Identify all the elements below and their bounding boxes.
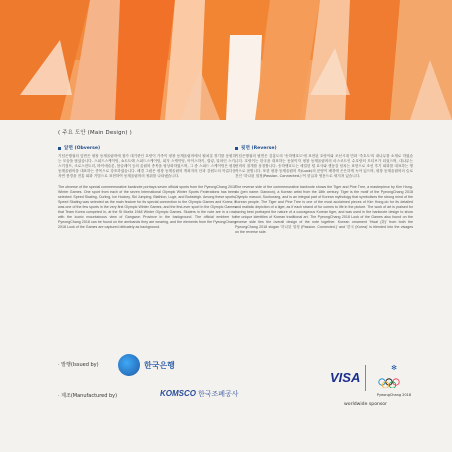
issued-by-label: · 발행(Issued by) bbox=[58, 362, 99, 368]
visa-logo: VISA bbox=[330, 370, 361, 385]
worldwide-sponsor-label: worldwide sponsor bbox=[344, 402, 388, 407]
reverse-korean-text: 기념은행권의 뒷면은 김홍도의 '송하맹호도'에 표현된 호랑이와 조선시대 민화 '죽호도'의 대나무를 소재로 하였습니다. 호랑이는 한국을 대표하는 동물이자 평창 동계올림픽의 마스코트인 수호랑의 모티브가 되었으며, 대나무는 선비의 절개를 상징합니다. 송하맹호도는 세밀한 털 묘사와 생동감 넘치는 표현으로 조선 후기 회화를 대표하는 명작으로 꼽힙니다. 또한 평창 동계올림픽 룩(Look)의 문양이 배경에 은은하게 녹아 있으며, 평창 동계올림픽의 슬로건인 '하나된 열정(Passion. Connected.)'이 한글과 영문으로 새겨져 있습니다. bbox=[235, 154, 413, 178]
bank-of-korea-emblem-icon bbox=[118, 354, 140, 376]
manufactured-by-row bbox=[58, 392, 124, 399]
bank-of-korea-logo bbox=[118, 354, 175, 376]
issued-by-row bbox=[58, 361, 124, 368]
reverse-heading-text: 뒷면 (Reverse) bbox=[241, 146, 277, 151]
logo-divider bbox=[365, 365, 366, 391]
main-design-title: ( 주요 도안 (Main Design) ) bbox=[58, 130, 132, 136]
obverse-korean-text: 기념은행권의 앞면은 평창 동계올림픽에 참가 대기중인 호랑이 가족이 평창 동계올림픽에서 펼쳐질 경기를 응원하는 모습을 담았습니다. 스피드스케이팅, 쇼트트랙 스피드스케이팅, 피겨 스케이팅, 아이스하키, 컬링, 알파인 스키, 스키점프, 크로스컨트리, 바이애슬론, 봅슬레이 등의 올림픽 종목을 형상화하였으며, 그 중 스피드 스케이팅은 평창 동계올림픽을 대표하는 종목으로 강조하였습니다. 배경 그림은 평창 동계올림픽 개최지의 산과 강원도의 아름다운 자연 풍경을 전통 회화 기법으로 표현하여 동계올림픽의 정취를 나타냈습니다. bbox=[58, 154, 236, 178]
obverse-heading bbox=[58, 145, 236, 151]
square-bullet-icon bbox=[235, 147, 238, 150]
pyeongchang-emblem-icon bbox=[372, 362, 416, 388]
header-banner bbox=[0, 0, 452, 120]
obverse-english-text: The obverse of the special commemorative banknote portrays seven official sports from the PyeongChang 2018 Winter Games. One sport from each of the seven International Olympic Winter Sports Federations has been selected: Speed Skating, Curling, Ice Hockey, Ski Jumping, Biathlon, Luge, and Bobsleigh. Among these sports, Speed Skating was selected as the main feature for its special connection to the Olympic Games and Korea; it was one of the few sports in the very first Olympic Winter Games, and the first-ever sport in the Olympic Games that Team Korea competed in, at the St Moritz 1948 Winter Olympic Games. Skaters in the note are in a row, with the iconic mountainous view of Gangwon Province in the background. The official emblem for PyeongChang 2018 can be found on the armbands they are wearing, and the elements from the PyeongChang 2018 Look of the Games are captured delicately as background. bbox=[58, 185, 236, 229]
bank-of-korea-name: 한국은행 bbox=[144, 360, 175, 370]
reverse-english-text: The reverse side of the commemorative banknote shows the Tiger and Pine Tree, a masterpiece by Kim Hong-do (pen name: Danwon), a Korean artist from the 18th century. Tiger is the motif of the PyeongChang 2018 Olympic mascot, Soohorang, and is an integral part of Korean mythology that symbolises the strong mind of the Korean people. The Tiger and Pine Tree is one of the most acclaimed pieces of Kim Hong-do for its detailed and realistic depiction of a tiger, as if each strand of fur comes to life in the picture. The work of art is praised for having best portrayed the nature of a courageous Korean tiger, and was used in the banknote design to show the unique identities of Korean traditional art. The PyeongChang 2018 Look of the Games also found on the reverse side ties the overall design of the note together. Korean ornament 'Hwal (화)' from both the PyeongChang 2018 slogan '하나된 열정 (Passion. Connected.)' and '한국 (Korea)' is blended into the visages on the reverse side. bbox=[235, 185, 413, 234]
square-bullet-icon bbox=[58, 147, 61, 150]
obverse-column bbox=[58, 145, 236, 230]
komsco-english-name: KOMSCO bbox=[160, 389, 196, 398]
pyeongchang-2018-logo bbox=[372, 362, 416, 397]
reverse-column bbox=[235, 145, 413, 235]
reverse-heading bbox=[235, 145, 413, 151]
banner-graphic bbox=[0, 0, 452, 120]
obverse-heading-text: 앞면 (Obverse) bbox=[64, 146, 101, 151]
komsco-korean-name: 한국조폐공사 bbox=[198, 390, 239, 398]
komsco-logo bbox=[160, 389, 239, 399]
pyeongchang-logo-text: PyeongChang 2018 bbox=[376, 393, 412, 397]
svg-text:✻: ✻ bbox=[391, 364, 397, 372]
manufactured-by-label: · 제조(Manufactured by) bbox=[58, 393, 118, 399]
